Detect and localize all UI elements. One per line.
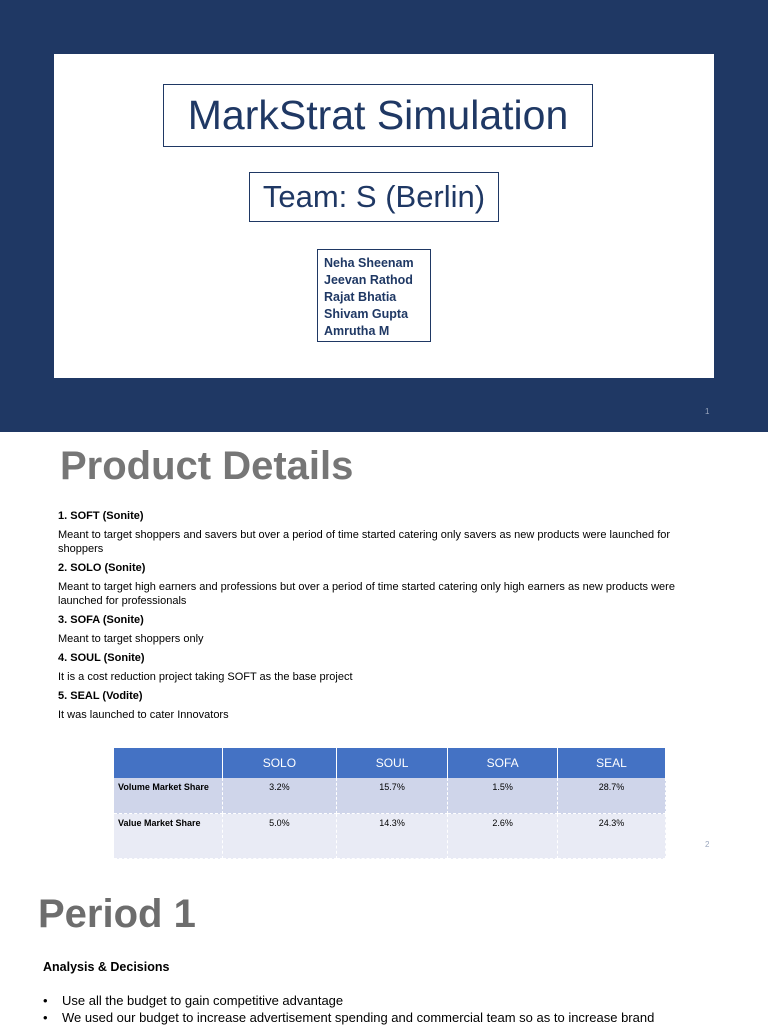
section-subheading: Analysis & Decisions	[43, 960, 170, 974]
table-cell: 3.2%	[223, 778, 337, 814]
list-item: • Use all the budget to gain competitive advantage	[43, 992, 743, 1009]
product-title: 5. SEAL (Vodite)	[58, 690, 143, 702]
product-title: 4. SOUL (Sonite)	[58, 652, 145, 664]
column-header	[114, 748, 223, 778]
product-description: Meant to target high earners and professions but over a period of time started catering only high earners as new products were launched for professionals	[58, 581, 675, 607]
column-header: SOFA	[448, 748, 558, 778]
row-label: Volume Market Share	[114, 778, 223, 814]
member-name: Shivam Gupta	[324, 307, 409, 321]
product-description: Meant to target shoppers and savers but over a period of time started catering only savers as new products were launched for shoppers	[58, 529, 671, 555]
table-cell: 2.6%	[448, 814, 558, 859]
table-header-row	[114, 748, 666, 778]
table-cell: 28.7%	[557, 778, 665, 814]
slide-number: 2	[705, 840, 710, 849]
column-header: SEAL	[557, 748, 665, 778]
market-share-table	[114, 748, 666, 859]
table-cell: 24.3%	[557, 814, 665, 859]
product-details-slide	[0, 432, 768, 864]
table-row	[114, 778, 666, 814]
product-description: It is a cost reduction project taking SOFT as the base project	[58, 671, 353, 683]
column-header: SOUL	[336, 748, 448, 778]
slide-heading: Product Details	[60, 444, 354, 488]
member-name: Neha Sheenam	[324, 256, 414, 270]
title-card	[54, 54, 714, 378]
title-slide	[0, 0, 768, 432]
table-cell: 15.7%	[336, 778, 448, 814]
product-title: 3. SOFA (Sonite)	[58, 614, 144, 626]
member-name: Amrutha M	[324, 324, 390, 338]
row-label: Value Market Share	[114, 814, 223, 859]
list-item: • We used our budget to increase advertisement spending and commercial team so as to increase brand	[43, 1009, 743, 1026]
table-cell: 14.3%	[336, 814, 448, 859]
table-cell: 1.5%	[448, 778, 558, 814]
team-members	[317, 249, 431, 342]
product-list	[58, 504, 708, 728]
product-title: 2. SOLO (Sonite)	[58, 562, 146, 574]
member-name: Jeevan Rathod	[324, 273, 413, 287]
table-cell: 5.0%	[223, 814, 337, 859]
product-description: Meant to target shoppers only	[58, 633, 204, 645]
member-name: Rajat Bhatia	[324, 290, 397, 304]
slide-number: 1	[705, 407, 710, 416]
column-header: SOLO	[223, 748, 337, 778]
period-slide	[0, 864, 768, 1024]
table-row	[114, 814, 666, 859]
slide-heading: Period 1	[38, 892, 196, 936]
product-title: 1. SOFT (Sonite)	[58, 510, 144, 522]
presentation-title: MarkStrat Simulation	[163, 84, 593, 147]
bullet-list	[43, 992, 743, 1026]
product-description: It was launched to cater Innovators	[58, 709, 229, 721]
team-name: Team: S (Berlin)	[249, 172, 499, 222]
